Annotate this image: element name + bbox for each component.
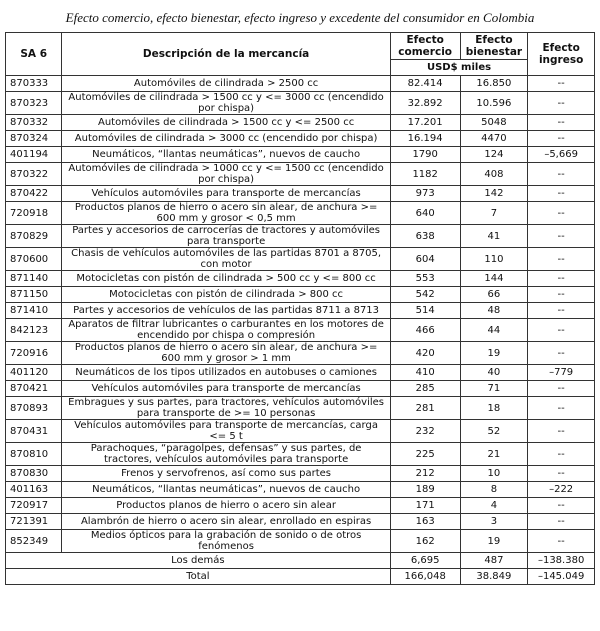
hs-code-cell: 870333 (6, 76, 62, 92)
table-row (6, 76, 595, 92)
description-cell: Embragues y sus partes, para tractores, vehículos automóviles para transporte de >= 10 personas (62, 397, 390, 420)
table-row (6, 466, 595, 482)
income-effect-cell: -- (528, 186, 595, 202)
income-effect-cell: -- (528, 76, 595, 92)
table-row (6, 147, 595, 163)
trade-effect-cell: 163 (390, 514, 460, 530)
description-cell: Motocicletas con pistón de cilindrada > 800 cc (62, 287, 390, 303)
welfare-effect-cell: 21 (460, 443, 528, 466)
income-effect-cell: -- (528, 530, 595, 553)
table-row (6, 248, 595, 271)
income-effect-cell: -- (528, 466, 595, 482)
welfare-effect-cell: 40 (460, 365, 528, 381)
income-effect-cell: -- (528, 115, 595, 131)
welfare-effect-cell: 7 (460, 202, 528, 225)
income-effect-cell: -- (528, 498, 595, 514)
income-effect-cell: -- (528, 381, 595, 397)
table-row (6, 482, 595, 498)
description-cell: Partes y accesorios de carrocerías de tractores y automóviles para transporte (62, 225, 390, 248)
income-effect-cell: -- (528, 514, 595, 530)
trade-effect-cell: 285 (390, 381, 460, 397)
hs-code-cell: 870323 (6, 92, 62, 115)
welfare-effect-cell: 10 (460, 466, 528, 482)
hs-code-cell: 870829 (6, 225, 62, 248)
welfare-effect-cell: 142 (460, 186, 528, 202)
table-row (6, 397, 595, 420)
trade-effect-cell: 189 (390, 482, 460, 498)
hs-code-cell: 870422 (6, 186, 62, 202)
welfare-effect-cell: 66 (460, 287, 528, 303)
income-effect-cell: –5,669 (528, 147, 595, 163)
description-cell: Aparatos de filtrar lubricantes o carburantes en los motores de encendido por chispa o compresión (62, 319, 390, 342)
income-effect-cell: -- (528, 342, 595, 365)
income-effect-cell: –222 (528, 482, 595, 498)
description-cell: Automóviles de cilindrada > 1000 cc y <= 1500 cc (encendido por chispa) (62, 163, 390, 186)
description-cell: Productos planos de hierro o acero sin alear, de anchura >= 600 mm y grosor < 0,5 mm (62, 202, 390, 225)
hs-code-cell: 720916 (6, 342, 62, 365)
trade-effect-cell: 514 (390, 303, 460, 319)
income-effect-cell: -- (528, 163, 595, 186)
trade-effect-cell: 82.414 (390, 76, 460, 92)
description-cell: Chasis de vehículos automóviles de las partidas 8701 a 8705, con motor (62, 248, 390, 271)
description-cell: Automóviles de cilindrada > 3000 cc (encendido por chispa) (62, 131, 390, 147)
table-row (6, 271, 595, 287)
description-cell: Vehículos automóviles para transporte de mercancías (62, 186, 390, 202)
income-effect-cell: -- (528, 92, 595, 115)
hs-code-cell: 870893 (6, 397, 62, 420)
table-row (6, 225, 595, 248)
trade-effect-cell: 638 (390, 225, 460, 248)
welfare-effect-cell: 19 (460, 342, 528, 365)
table-row (6, 115, 595, 131)
trade-effect-cell: 466 (390, 319, 460, 342)
total-label: Total (6, 569, 391, 585)
welfare-effect-cell: 18 (460, 397, 528, 420)
others-welfare: 487 (460, 553, 528, 569)
trade-effects-table (5, 32, 595, 585)
trade-effect-cell: 553 (390, 271, 460, 287)
table-row (6, 420, 595, 443)
description-cell: Neumáticos, “llantas neumáticas”, nuevos de caucho (62, 482, 390, 498)
hs-code-cell: 852349 (6, 530, 62, 553)
hs-code-cell: 721391 (6, 514, 62, 530)
welfare-effect-cell: 48 (460, 303, 528, 319)
description-cell: Automóviles de cilindrada > 1500 cc y <= 3000 cc (encendido por chispa) (62, 92, 390, 115)
welfare-effect-cell: 16.850 (460, 76, 528, 92)
description-cell: Productos planos de hierro o acero sin alear (62, 498, 390, 514)
description-cell: Alambrón de hierro o acero sin alear, enrollado en espiras (62, 514, 390, 530)
others-label: Los demás (6, 553, 391, 569)
trade-effect-cell: 162 (390, 530, 460, 553)
trade-effect-cell: 225 (390, 443, 460, 466)
trade-effect-cell: 640 (390, 202, 460, 225)
description-cell: Partes y accesorios de vehículos de las partidas 8711 a 8713 (62, 303, 390, 319)
table-row (6, 131, 595, 147)
trade-effect-cell: 281 (390, 397, 460, 420)
welfare-effect-cell: 110 (460, 248, 528, 271)
hs-code-cell: 870322 (6, 163, 62, 186)
hs-code-cell: 720917 (6, 498, 62, 514)
welfare-effect-cell: 408 (460, 163, 528, 186)
hs-code-cell: 871140 (6, 271, 62, 287)
income-effect-cell: -- (528, 287, 595, 303)
hs-code-cell: 870810 (6, 443, 62, 466)
hs-code-cell: 870332 (6, 115, 62, 131)
description-cell: Automóviles de cilindrada > 2500 cc (62, 76, 390, 92)
trade-effect-cell: 171 (390, 498, 460, 514)
welfare-effect-cell: 10.596 (460, 92, 528, 115)
welfare-effect-cell: 71 (460, 381, 528, 397)
table-row (6, 381, 595, 397)
table-row (6, 514, 595, 530)
welfare-effect-cell: 4470 (460, 131, 528, 147)
welfare-effect-cell: 8 (460, 482, 528, 498)
welfare-effect-cell: 44 (460, 319, 528, 342)
table-row (6, 186, 595, 202)
table-row (6, 443, 595, 466)
description-cell: Productos planos de hierro o acero sin alear, de anchura >= 600 mm y grosor > 1 mm (62, 342, 390, 365)
description-cell: Automóviles de cilindrada > 1500 cc y <= 2500 cc (62, 115, 390, 131)
income-effect-cell: -- (528, 319, 595, 342)
welfare-effect-cell: 144 (460, 271, 528, 287)
table-row (6, 303, 595, 319)
income-effect-cell: -- (528, 131, 595, 147)
income-effect-cell: -- (528, 248, 595, 271)
description-cell: Vehículos automóviles para transporte de mercancías (62, 381, 390, 397)
welfare-effect-cell: 19 (460, 530, 528, 553)
hs-code-cell: 870421 (6, 381, 62, 397)
trade-effect-cell: 420 (390, 342, 460, 365)
welfare-effect-cell: 5048 (460, 115, 528, 131)
welfare-effect-cell: 4 (460, 498, 528, 514)
header-trade-effect: Efecto comercio (390, 33, 460, 60)
description-cell: Neumáticos, “llantas neumáticas”, nuevos de caucho (62, 147, 390, 163)
hs-code-cell: 871150 (6, 287, 62, 303)
description-cell: Vehículos automóviles para transporte de mercancías, carga <= 5 t (62, 420, 390, 443)
table-row (6, 319, 595, 342)
others-row (6, 553, 595, 569)
trade-effect-cell: 16.194 (390, 131, 460, 147)
table-row (6, 287, 595, 303)
description-cell: Motocicletas con pistón de cilindrada > 500 cc y <= 800 cc (62, 271, 390, 287)
income-effect-cell: -- (528, 303, 595, 319)
income-effect-cell: –779 (528, 365, 595, 381)
table-row (6, 498, 595, 514)
hs-code-cell: 870600 (6, 248, 62, 271)
hs-code-cell: 870830 (6, 466, 62, 482)
trade-effect-cell: 1790 (390, 147, 460, 163)
trade-effect-cell: 973 (390, 186, 460, 202)
total-row (6, 569, 595, 585)
trade-effect-cell: 232 (390, 420, 460, 443)
welfare-effect-cell: 52 (460, 420, 528, 443)
welfare-effect-cell: 3 (460, 514, 528, 530)
income-effect-cell: -- (528, 202, 595, 225)
income-effect-cell: -- (528, 397, 595, 420)
header-sa6: SA 6 (6, 33, 62, 76)
table-caption: Efecto comercio, efecto bienestar, efecto ingreso y excedente del consumidor en Colombia (65, 10, 535, 25)
trade-effect-cell: 1182 (390, 163, 460, 186)
description-cell: Neumáticos de los tipos utilizados en autobuses o camiones (62, 365, 390, 381)
description-cell: Medios ópticos para la grabación de sonido o de otros fenómenos (62, 530, 390, 553)
table-row (6, 365, 595, 381)
trade-effect-cell: 212 (390, 466, 460, 482)
header-units: USD$ miles (390, 60, 527, 76)
income-effect-cell: -- (528, 225, 595, 248)
total-welfare: 38.849 (460, 569, 528, 585)
welfare-effect-cell: 41 (460, 225, 528, 248)
description-cell: Frenos y servofrenos, así como sus partes (62, 466, 390, 482)
header-income-effect: Efecto ingreso (528, 33, 595, 76)
income-effect-cell: -- (528, 271, 595, 287)
hs-code-cell: 401120 (6, 365, 62, 381)
hs-code-cell: 401194 (6, 147, 62, 163)
table-row (6, 530, 595, 553)
trade-effect-cell: 17.201 (390, 115, 460, 131)
table-row (6, 92, 595, 115)
hs-code-cell: 871410 (6, 303, 62, 319)
welfare-effect-cell: 124 (460, 147, 528, 163)
description-cell: Parachoques, “paragolpes, defensas” y sus partes, de tractores, vehículos automóviles para transporte (62, 443, 390, 466)
header-description: Descripción de la mercancía (62, 33, 390, 76)
trade-effect-cell: 604 (390, 248, 460, 271)
income-effect-cell: -- (528, 420, 595, 443)
table-row (6, 202, 595, 225)
others-trade: 6,695 (390, 553, 460, 569)
total-trade: 166,048 (390, 569, 460, 585)
hs-code-cell: 842123 (6, 319, 62, 342)
trade-effect-cell: 542 (390, 287, 460, 303)
hs-code-cell: 870431 (6, 420, 62, 443)
trade-effect-cell: 410 (390, 365, 460, 381)
hs-code-cell: 720918 (6, 202, 62, 225)
hs-code-cell: 870324 (6, 131, 62, 147)
hs-code-cell: 401163 (6, 482, 62, 498)
table-row (6, 163, 595, 186)
table-row (6, 342, 595, 365)
total-income: –145.049 (528, 569, 595, 585)
table-body (6, 76, 595, 553)
others-income: –138.380 (528, 553, 595, 569)
trade-effect-cell: 32.892 (390, 92, 460, 115)
header-welfare-effect: Efecto bienestar (460, 33, 528, 60)
income-effect-cell: -- (528, 443, 595, 466)
